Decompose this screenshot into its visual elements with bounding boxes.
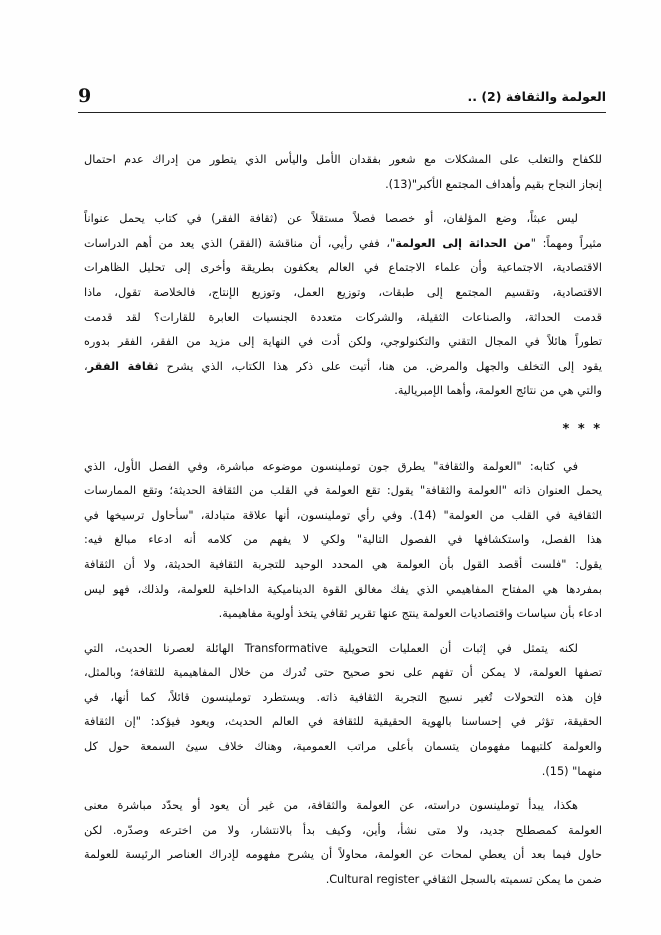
text-line: يقول: "فلست أقصد القول بأن العولمة هي المحدد الوحيد للتجربة الثقافية الحديثة، ولا أن الثقافة <box>84 557 602 571</box>
page-header <box>78 85 606 110</box>
text-line: تطوراً هائلاً في المجال التقني والتكنولوجي، ولكن أدت في النهاية إلى مزيد من الفقر، الفقر بدوره <box>84 335 602 349</box>
text-line: قدمت الحداثة، والصناعات الثقيلة، والشركات متعددة الجنسيات العابرة للقارات؟ لقد قدمت <box>84 310 602 324</box>
paragraph-5 <box>84 794 602 892</box>
text-line <box>84 355 602 380</box>
text-line: حاول فيما بعد أن يعطي لمحات عن العولمة، محاولاً أن يشرح مفهومه لإدراك العناصر الرئيسة للعولمة <box>84 848 602 862</box>
text-line: هذا الفصل، واستكشافها في الفصول التالية" ولكي لا يفهم من كلامه أنه ادعاء مبالغ فيه: <box>84 533 602 547</box>
body-text <box>84 148 602 893</box>
section-separator: * * * <box>562 421 602 437</box>
text-line: يحمل العنوان ذاته "العولمة والثقافة" يقول: تقع العولمة في القلب من الثقافة الحديثة؛ وتقع الممارسات <box>84 484 602 498</box>
text-run: مثيراً ومهماً: " <box>530 236 602 250</box>
bold-title-from-modernity: من الحداثة إلى العولمة <box>395 236 531 250</box>
text-run: ، <box>84 359 88 373</box>
paragraph-4 <box>84 637 602 785</box>
text-line: للكفاح والتغلب على المشكلات مع شعور بفقدان الأمل واليأس الذي يتطور من إدراك عدم احتمال <box>84 153 602 166</box>
text-line: إنجاز النجاح بقيم وأهداف المجتمع الأكبر"(13). <box>385 177 602 191</box>
text-line: ادعاء بأن سياسات واقتصاديات العولمة ينتج عنها تقرير ثقافي يتخذ أولوية مفاهيمية. <box>218 607 602 621</box>
text-line: ضمن ما يمكن تسميته بالسجل الثقافي Cultural register. <box>325 873 602 887</box>
text-line: العولمة كمصطلح جديد، ولا متى نشأ، وأين، وكيف بدأ بالانتشار، ولا من اخترعه وصدّره. لكن <box>84 823 602 837</box>
text-line: ليس عبثاً، وضع المؤلفان، أو خصصا فصلاً مستقلاً عن (ثقافة الفقر) في كتاب يحمل عنواناً <box>84 212 578 226</box>
header-rule <box>78 112 606 113</box>
text-line: في كتابه: "العولمة والثقافة" يطرق جون توملينسون موضوعه مباشرة، وفي الفصل الأول، الذي <box>84 459 578 473</box>
text-line: فإن هذه التحولات تُغير نسيج التجربة الثقافية ذاته. ويستطرد توملينسون قائلاً، كما أنها، في <box>84 690 602 704</box>
page-number: 9 <box>78 85 92 107</box>
text-line: لكنه يتمثل في إثبات أن العمليات التحويلية Transformative الهائلة لعصرنا الحديث، التي <box>84 641 578 655</box>
text-line: بمفردها هي المفتاح المفاهيمي الذي يفك مغالق القوة الديناميكية الداخلية للعولمة، ولذلك، فهو ليس <box>84 582 602 596</box>
text-line: تصفها العولمة، لا يمكن أن تفهم على نحو صحيح حتى تُدرك من خلال المفاهيمية للثقافة؛ وبالمثل، <box>84 666 602 680</box>
text-line: والعولمة كلتيهما مفهومان يتسمان بأعلى مراتب العمومية، وهناك خلاف سيئ السمعة حول كل <box>84 740 602 754</box>
text-run: يقود إلى التخلف والجهل والمرض. من هنا، أتيت على ذكر هذا الكتاب، الذي يشرح <box>158 359 602 373</box>
text-line: الاقتصادية، الاجتماعية وأن علماء الاجتماع في العالم يعكفون بطريقة وأخرى إلى تحليل الظاهرات <box>84 261 602 275</box>
paragraph-2 <box>84 207 602 404</box>
text-line: الاقتصادية، وتقسيم المجتمع إلى طبقات، وتوزيع العمل، وتوزيع الإنتاج، فالخلاصة تقول، ماذا <box>84 285 602 299</box>
text-line: منهما" (15). <box>541 764 602 778</box>
bold-culture-of-poverty: ثقافة الفقر <box>87 359 159 373</box>
text-line: الحقيقة، تؤثر في إحساسنا بالهوية الحقيقية للثقافة في العالم الحديث، ويعود فيؤكد: "إن الثقافة <box>84 715 602 729</box>
paragraph-3 <box>84 455 602 627</box>
text-line: والتي هي من نتائج العولمة، وأهما الإمبريالية. <box>394 384 602 398</box>
text-line: هكذا، يبدأ توملينسون دراسته، عن العولمة والثقافة، من غير أن يعود أو يحدّد مباشرة معنى <box>84 799 578 813</box>
text-run: "، ففي رأيي، أن مناقشة (الفقر) الذي يعد من أهم الدراسات <box>84 236 396 250</box>
paragraph-1 <box>84 148 602 197</box>
text-line: الثقافية في القلب من العولمة" (14). وفي رأي توملينسون، أنها علاقة متبادلة، "سأحاول ترسيخها في <box>84 508 602 522</box>
running-title: العولمة والثقافة (2) .. <box>467 89 606 104</box>
text-line <box>84 232 602 257</box>
